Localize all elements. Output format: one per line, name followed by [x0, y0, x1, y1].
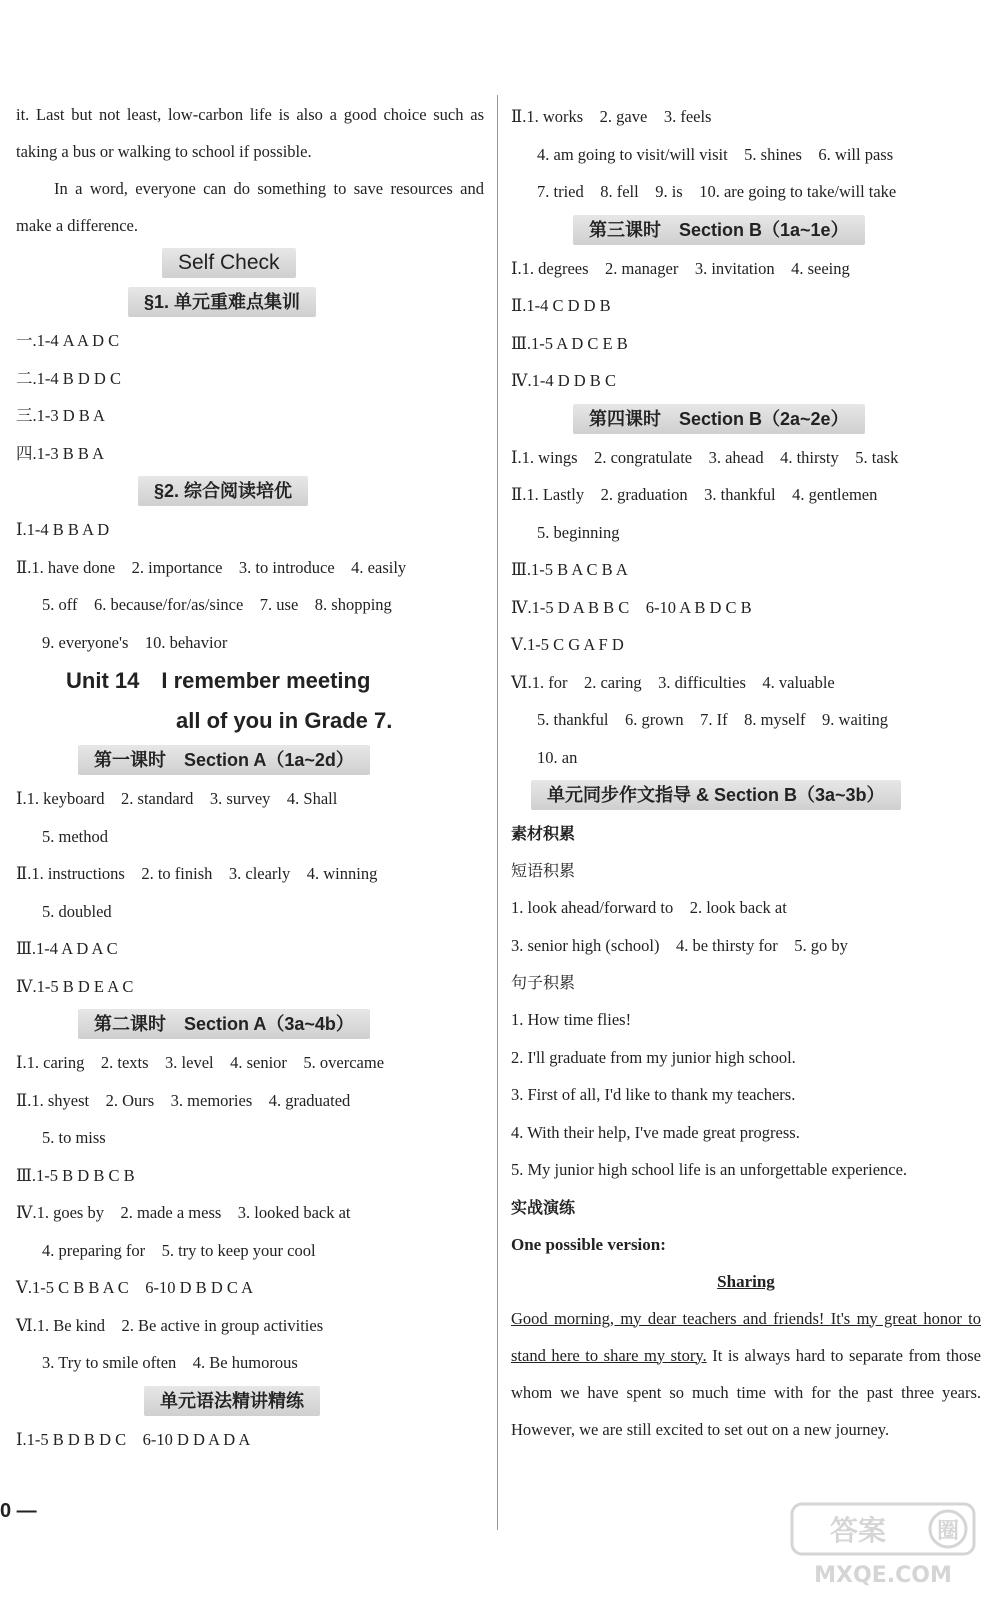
answer-line: Ⅰ.1. degrees 2. manager 3. invitation 4. seeing — [511, 258, 850, 278]
sentence-line: 3. First of all, I'd like to thank my teachers. — [511, 1085, 796, 1104]
lesson2-title: 第二课时 Section A（3a~4b） — [78, 1009, 370, 1039]
section1-header — [16, 283, 484, 322]
lesson3-header — [511, 211, 981, 250]
answer-line: 5. to miss — [42, 1128, 106, 1147]
essay-title: Sharing — [717, 1271, 775, 1291]
answer-line: 二.1-4 B D D C — [16, 368, 121, 388]
answer-line: 10. an — [537, 747, 578, 767]
essay-body — [511, 1300, 981, 1448]
phrase-line: 3. senior high (school) 4. be thirsty for 5. go by — [511, 935, 848, 955]
answer-line: 7. tried 8. fell 9. is 10. are going to take/will take — [537, 182, 897, 201]
answer-line: Ⅰ.1. caring 2. texts 3. level 4. senior 5. overcame — [16, 1053, 385, 1072]
answer-line: Ⅵ.1. Be kind 2. Be active in group activities — [16, 1315, 324, 1335]
column-divider — [497, 95, 498, 1530]
material-heading: 素材积累 — [511, 824, 576, 843]
grammar-title: 单元语法精讲精练 — [144, 1386, 320, 1416]
answer-line: 三.1-3 D B A — [16, 406, 105, 425]
answer-line: Ⅰ.1-4 B B A D — [16, 520, 110, 539]
answer-line: Ⅳ.1. goes by 2. made a mess 3. looked back at — [16, 1203, 351, 1222]
answer-line: Ⅴ.1-5 C B B A C 6-10 D B D C A — [16, 1278, 253, 1297]
answer-line: 5. thankful 6. grown 7. If 8. myself 9. waiting — [537, 710, 889, 729]
sentences-heading: 句子积累 — [511, 973, 576, 992]
answer-line: Ⅳ.1-5 B D E A C — [16, 976, 134, 996]
svg-text:答案: 答案 — [829, 1514, 887, 1547]
lesson1-title: 第一课时 Section A（1a~2d） — [78, 745, 370, 775]
answer-line: Ⅳ.1-5 D A B B C 6-10 A B D C B — [511, 597, 752, 617]
intro-para-1: it. Last but not least, low-carbon life is also a good choice such as taking a bus or walking to school if possible. — [16, 105, 484, 161]
answer-line: Ⅱ.1. have done 2. importance 3. to introduce 4. easily — [16, 557, 407, 577]
unit-title-line-2: all of you in Grade 7. — [176, 708, 393, 733]
answer-line: 4. preparing for 5. try to keep your cool — [42, 1240, 316, 1260]
lesson1-header — [16, 741, 484, 780]
section2-header — [16, 472, 484, 511]
page-number: 0 — — [0, 1500, 37, 1522]
answer-line: Ⅰ.1. wings 2. congratulate 3. ahead 4. thirsty 5. task — [511, 447, 899, 467]
sentence-line: 4. With their help, I've made great progress. — [511, 1122, 800, 1142]
answer-line: Ⅱ.1. shyest 2. Ours 3. memories 4. graduated — [16, 1090, 351, 1110]
writing-title: 单元同步作文指导 & Section B（3a~3b） — [531, 780, 901, 810]
phrase-line: 1. look ahead/forward to 2. look back at — [511, 898, 787, 917]
sentence-line: 1. How time flies! — [511, 1010, 632, 1029]
self-check-title: Self Check — [162, 248, 296, 278]
answer-line: 一.1-4 A A D C — [16, 331, 120, 350]
watermark-logo-graphic — [788, 1500, 978, 1590]
answer-line: 4. am going to visit/will visit 5. shines 6. will pass — [537, 144, 894, 164]
answer-line: Ⅱ.1. Lastly 2. graduation 3. thankful 4. gentlemen — [511, 485, 878, 504]
essay-rest: It is always hard to separate from those whom we have spent so much time with for the past three years. However, we are still excited to set out on a new journey. — [511, 1345, 981, 1439]
answer-line: Ⅲ.1-5 B A C B A — [511, 560, 628, 579]
watermark-logo — [788, 1500, 978, 1590]
lesson4-header — [511, 400, 981, 439]
answer-line: Ⅵ.1. for 2. caring 3. difficulties 4. valuable — [511, 672, 835, 692]
answer-line: 5. off 6. because/for/as/since 7. use 8. shopping — [42, 595, 392, 614]
writing-header — [511, 776, 981, 815]
answer-line: 四.1-3 B B A — [16, 443, 105, 463]
sentence-line: 5. My junior high school life is an unforgettable experience. — [511, 1160, 908, 1179]
svg-text:圈: 圈 — [936, 1519, 960, 1544]
answer-line: Ⅱ.1. instructions 2. to finish 3. clearly 4. winning — [16, 864, 378, 883]
intro-paragraph — [16, 96, 484, 244]
lesson2-header — [16, 1005, 484, 1044]
answer-line: Ⅱ.1-4 C D D B — [511, 296, 611, 315]
answer-line: Ⅲ.1-5 B D B C B — [16, 1165, 135, 1185]
answer-line: Ⅱ.1. works 2. gave 3. feels — [511, 107, 712, 126]
answer-line: 9. everyone's 10. behavior — [42, 632, 228, 652]
self-check-header — [16, 244, 484, 283]
right-column — [511, 98, 981, 1448]
answer-line: 3. Try to smile often 4. Be humorous — [42, 1353, 298, 1372]
answer-line: Ⅳ.1-4 D D B C — [511, 371, 616, 390]
possible-version-label: One possible version: — [511, 1234, 666, 1254]
answer-line: Ⅲ.1-4 A D A C — [16, 939, 118, 958]
phrases-heading: 短语积累 — [511, 861, 576, 880]
answer-line: Ⅴ.1-5 C G A F D — [511, 635, 624, 654]
practice-heading: 实战演练 — [511, 1197, 576, 1217]
unit-title-line-1: Unit 14 I remember meeting — [66, 668, 371, 693]
lesson4-title: 第四课时 Section B（2a~2e） — [573, 404, 865, 434]
section1-title: §1. 单元重难点集训 — [128, 287, 316, 317]
answer-line: 5. doubled — [42, 901, 112, 921]
sentence-line: 2. I'll graduate from my junior high school. — [511, 1047, 796, 1067]
intro-para-2: In a word, everyone can do something to save resources and make a difference. — [16, 179, 484, 235]
answer-line: Ⅰ.1. keyboard 2. standard 3. survey 4. Shall — [16, 789, 338, 808]
svg-text:MXQE.COM: MXQE.COM — [814, 1563, 952, 1588]
essay-underlined-sentence: Good morning, my dear teachers and friends! It's my great honor to stand here to share my story. — [511, 1308, 981, 1365]
answer-line: Ⅰ.1-5 B D B D C 6-10 D D A D A — [16, 1429, 251, 1449]
answer-line: 5. method — [42, 826, 108, 846]
left-column — [16, 96, 484, 1458]
grammar-header — [16, 1382, 484, 1421]
lesson3-title: 第三课时 Section B（1a~1e） — [573, 215, 865, 245]
answer-line: Ⅲ.1-5 A D C E B — [511, 333, 628, 353]
section2-title: §2. 综合阅读培优 — [138, 476, 308, 506]
answer-line: 5. beginning — [537, 522, 620, 542]
